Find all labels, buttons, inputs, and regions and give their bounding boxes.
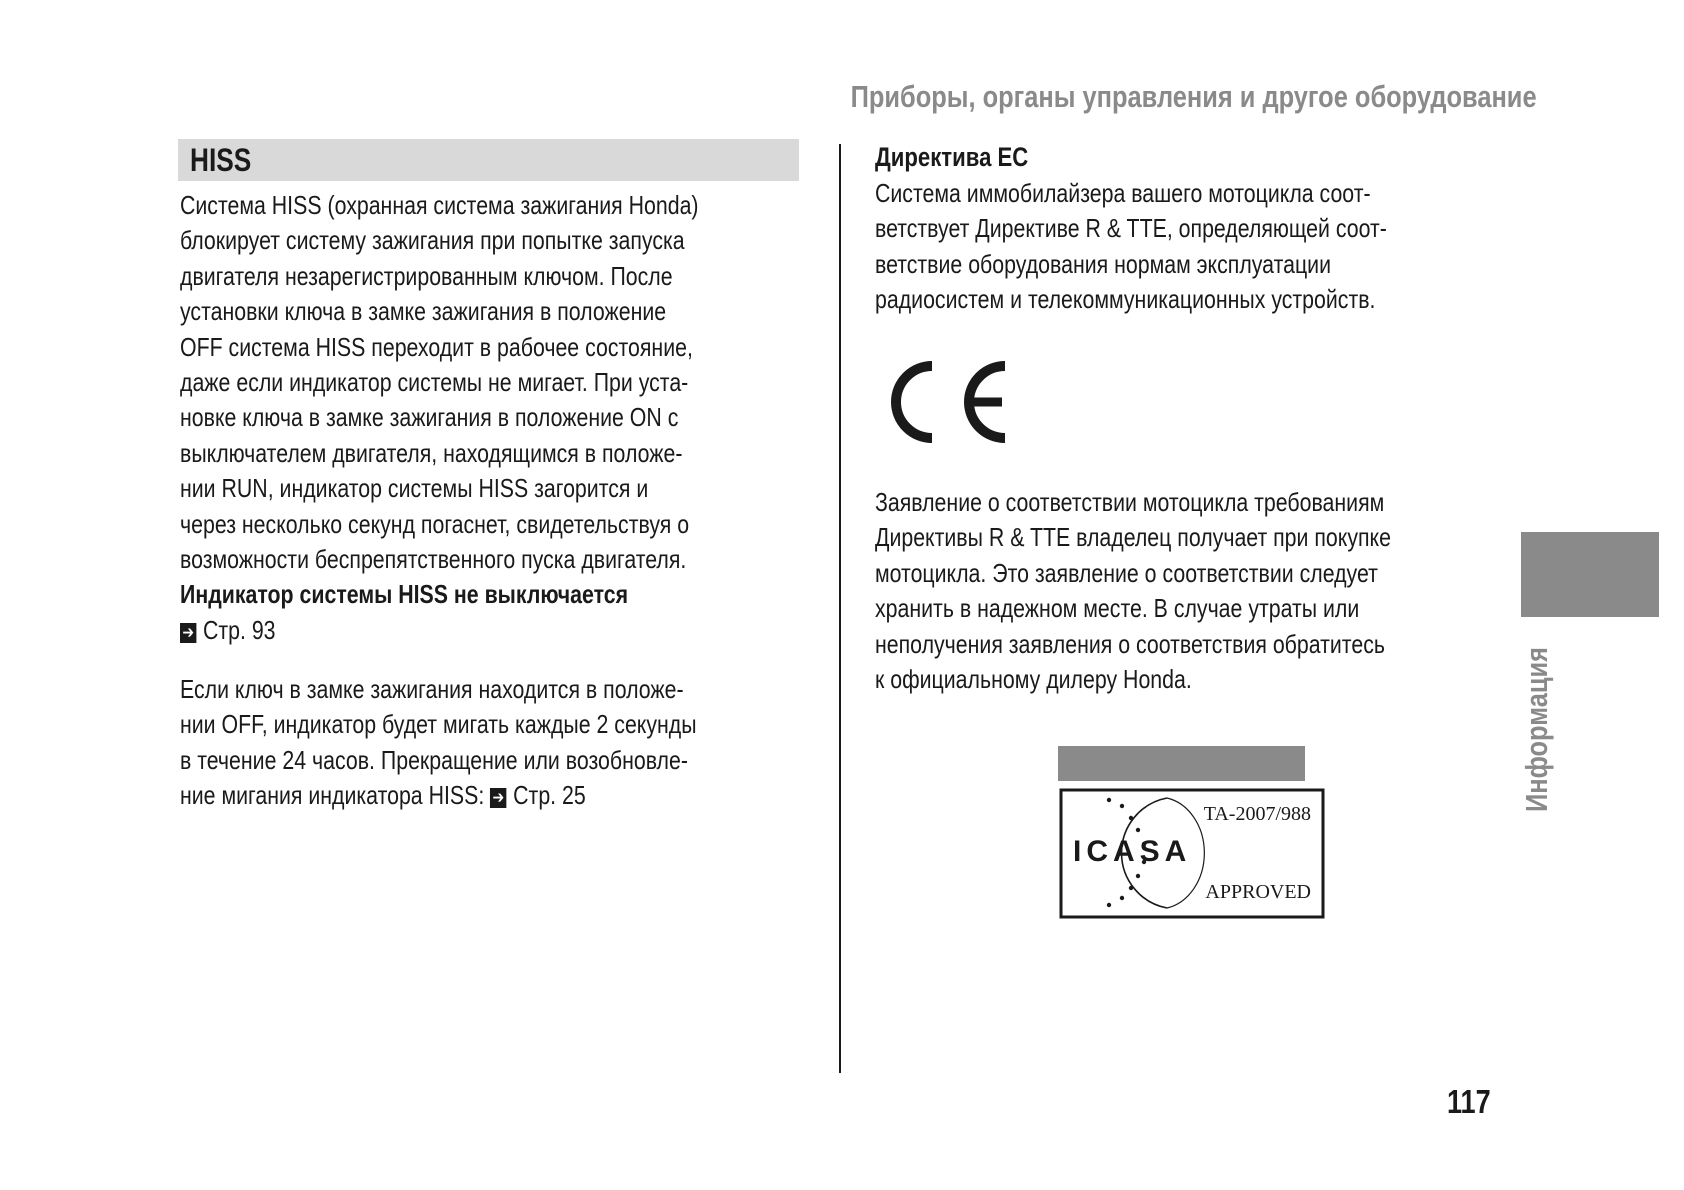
- section-band-hiss: [178, 139, 799, 181]
- text-line: новке ключа в замке зажигания в положение ON с: [180, 402, 679, 433]
- text-line: Если ключ в замке зажигания находится в положе-: [180, 674, 684, 704]
- text-line: радиосистем и телекоммуникационных устройств.: [875, 284, 1376, 315]
- icasa-code: TA-2007/988: [1203, 803, 1311, 825]
- page-reference-text: Стр. 25: [513, 780, 586, 811]
- page-reference-text: Стр. 93: [202, 614, 276, 645]
- text-line: нии RUN, индикатор системы HISS загорится и: [180, 473, 649, 504]
- text-line-start: ние мигания индикатора HISS:: [180, 780, 485, 811]
- text-line: Система иммобилайзера вашего мотоцикла соот-: [875, 178, 1371, 208]
- side-section-label: [1519, 611, 1555, 812]
- text-line: двигателя незарегистрированным ключом. После: [180, 260, 673, 291]
- text-line: Директивы R & TTE владелец получает при покупке: [875, 522, 1391, 553]
- text-line: к официальному дилеру Honda.: [875, 663, 1192, 694]
- hiss-indicator-note: Индикатор системы HISS не выключается: [180, 579, 629, 610]
- text-line: OFF система HISS переходит в рабочее состояние,: [180, 331, 693, 362]
- section-title-text: Директива ЕС: [875, 142, 1029, 172]
- page-reference[interactable]: [490, 780, 586, 810]
- text-line: блокирует систему зажигания при попытке запуска: [180, 225, 685, 256]
- icasa-logo-text: ICASA: [1073, 835, 1192, 868]
- text-line: возможности беспрепятственного пуска двигателя.: [180, 543, 687, 574]
- side-section-tab: [1521, 532, 1659, 617]
- page-number-text: 117: [1447, 1083, 1491, 1120]
- text-line: выключателем двигателя, находящимся в положе-: [180, 437, 683, 468]
- icasa-status: APPROVED: [1205, 881, 1311, 903]
- text-line: через несколько секунд погаснет, свидетельствуя о: [180, 508, 690, 539]
- arrow-right-icon: ➔: [490, 788, 506, 808]
- hiss-blink-paragraph: [180, 672, 810, 814]
- section-title-ec: [875, 140, 1062, 175]
- page-number: [1447, 1084, 1500, 1120]
- text-line: мотоцикла. Это заявление о соответствии следует: [875, 557, 1378, 588]
- header-title: Приборы, органы управления и другое оборудование: [850, 79, 1537, 114]
- text-line: даже если индикатор системы не мигает. При уста-: [180, 366, 689, 397]
- icasa-approval-label: [1059, 788, 1325, 919]
- text-line: нии OFF, индикатор будет мигать каждые 2 секунды: [180, 709, 697, 740]
- arrow-right-icon: ➔: [180, 623, 196, 643]
- text-line: ветствие оборудования нормам эксплуатации: [875, 248, 1331, 279]
- section-title-text: HISS: [190, 142, 252, 178]
- text-line: неполучения заявления о соответствия обратитесь: [875, 628, 1385, 659]
- text-line: [180, 778, 586, 813]
- section-title-hiss: [190, 142, 265, 178]
- side-section-label-text: Информация: [1519, 647, 1554, 812]
- text-line: Заявление о соответствии мотоцикла требованиям: [875, 487, 1385, 517]
- text-line: хранить в надежном месте. В случае утраты или: [875, 593, 1360, 624]
- column-divider: [839, 144, 841, 1073]
- hiss-intro-paragraph: [180, 188, 812, 648]
- text-line: Система HISS (охранная система зажигания Honda): [180, 190, 699, 220]
- icasa-label-bar: [1058, 746, 1305, 781]
- text-line: установки ключа в замке зажигания в положение: [180, 296, 667, 327]
- text-line: ветствует Директиве R & TTE, определяющей соот-: [875, 213, 1387, 244]
- page-reference[interactable]: [180, 613, 276, 648]
- ce-mark-icon: [888, 358, 1013, 446]
- text-line: в течение 24 часов. Прекращение или возобновле-: [180, 744, 688, 775]
- statement-paragraph: [875, 485, 1504, 697]
- page-header: [700, 79, 1537, 114]
- directive-paragraph: [875, 176, 1499, 318]
